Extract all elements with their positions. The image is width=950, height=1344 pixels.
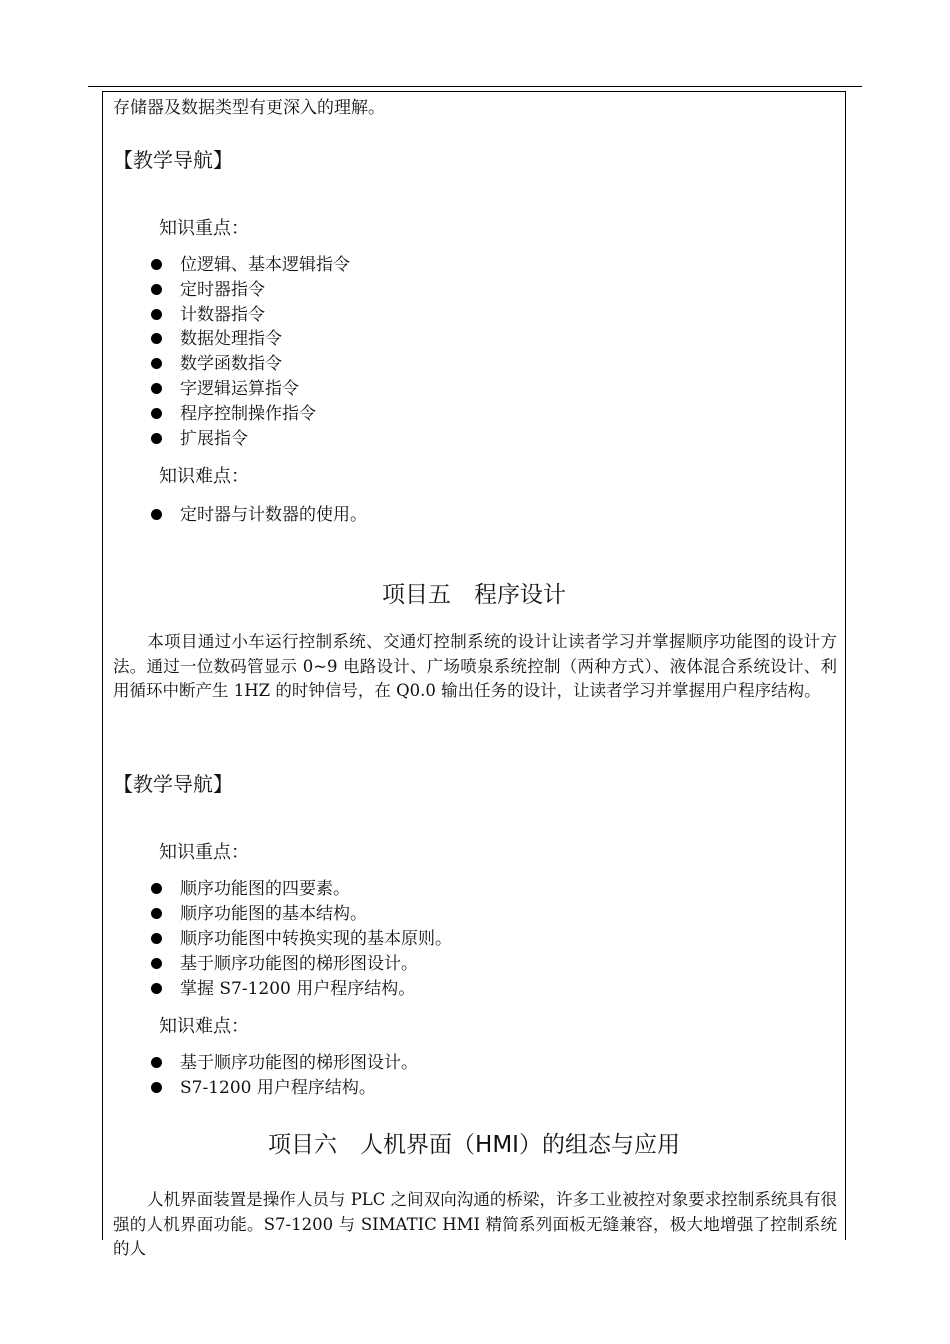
list-item: 顺序功能图的四要素。 [151,878,350,900]
key-points-label: 知识重点： [159,842,249,863]
bullet-icon [151,358,162,369]
key-points-label: 知识重点： [159,218,249,239]
list-item: 字逻辑运算指令 [151,378,299,400]
list-item: S7-1200 用户程序结构。 [151,1077,376,1099]
bullet-icon [151,509,162,520]
bullet-icon [151,1057,162,1068]
difficulties-label: 知识难点： [159,1016,249,1037]
list-item: 顺序功能图中转换实现的基本原则。 [151,928,452,950]
list-item: 数学函数指令 [151,353,282,375]
header-rule [88,86,862,87]
bullet-icon [151,883,162,894]
list-item: 基于顺序功能图的梯形图设计。 [151,953,418,975]
bullet-icon [151,908,162,919]
content-frame [102,91,846,1258]
project6-paragraph: 人机界面装置是操作人员与 PLC 之间双向沟通的桥梁，许多工业被控对象要求控制系统具有很强的人机界面功能。S7-1200 与 SIMATIC HMI 精简系列面板无缝兼容，极大地增强了控制系统的人 [113,1190,837,1258]
bullet-icon [151,433,162,444]
bullet-icon [151,933,162,944]
bullet-icon [151,983,162,994]
bullet-icon [151,309,162,320]
bullet-icon [151,1082,162,1093]
project5-title: 项目五 程序设计 [382,582,566,608]
list-item: 扩展指令 [151,428,248,450]
list-item: 数据处理指令 [151,328,282,350]
project5-paragraph: 本项目通过小车运行控制系统、交通灯控制系统的设计让读者学习并掌握顺序功能图的设计方法。通过一位数码管显示 0~9 电路设计、广场喷泉系统控制（两种方式）、液体混合系统设计、利用循环中断产生 1HZ 的时钟信号，在 Q0.0 输出任务的设计，让读者学习并掌握用户程序结构。 [113,632,837,700]
teaching-nav-heading: 【教学导航】 [113,148,233,172]
list-item: 定时器指令 [151,279,265,301]
teaching-nav-heading: 【教学导航】 [113,772,233,796]
bullet-icon [151,958,162,969]
continuation-text: 存储器及数据类型有更深入的理解。 [113,98,385,118]
list-item: 程序控制操作指令 [151,403,316,425]
list-item: 定时器与计数器的使用。 [151,504,367,526]
bullet-icon [151,333,162,344]
difficulties-label: 知识难点： [159,466,249,487]
list-item: 顺序功能图的基本结构。 [151,903,367,925]
list-item: 位逻辑、基本逻辑指令 [151,254,350,276]
project6-title: 项目六 人机界面（HMI）的组态与应用 [268,1132,680,1158]
list-item: 基于顺序功能图的梯形图设计。 [151,1052,418,1074]
bullet-icon [151,383,162,394]
bullet-icon [151,408,162,419]
bullet-icon [151,284,162,295]
list-item: 计数器指令 [151,304,265,326]
bullet-icon [151,259,162,270]
list-item: 掌握 S7-1200 用户程序结构。 [151,978,415,1000]
